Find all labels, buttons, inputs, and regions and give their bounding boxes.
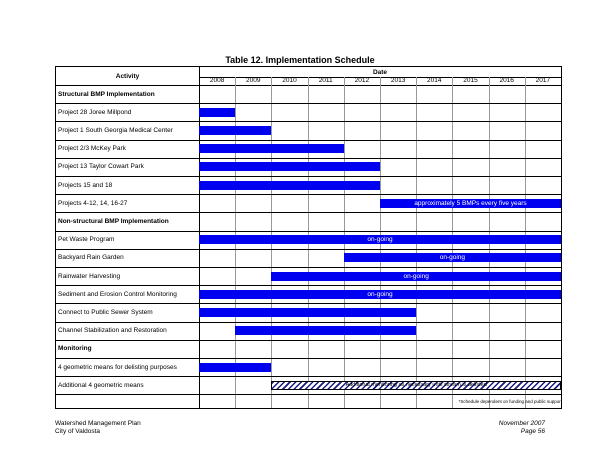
row-divider	[56, 103, 561, 104]
schedule-bar	[235, 326, 416, 335]
year-header: 2010	[282, 77, 297, 84]
row-divider	[56, 121, 561, 122]
year-header: 2014	[427, 77, 442, 84]
year-header: 2017	[535, 77, 551, 84]
activity-label: Connect to Public Sewer System	[58, 309, 153, 316]
bar-label: on-going	[367, 236, 393, 244]
schedule-bar	[199, 181, 380, 190]
year-header: 2011	[318, 77, 333, 84]
activity-label: Channel Stabilization and Restoration	[58, 327, 167, 335]
row-divider	[56, 394, 561, 395]
activity-label: Project 1 South Georgia Medical Center	[58, 127, 173, 134]
bar-label: on-going	[403, 272, 429, 280]
activity-label: Projects 4-12, 14, 16-27	[58, 199, 128, 207]
year-header: 2013	[390, 77, 406, 84]
hatched-schedule-bar	[271, 381, 561, 390]
table-title: Table 12. Implementation Schedule	[225, 55, 375, 65]
schedule-bar	[199, 308, 416, 317]
activity-label: 4 geometric means for delisting purposes	[58, 363, 177, 371]
schedule-bar	[199, 363, 271, 372]
row-divider	[56, 176, 561, 177]
year-header: 2009	[246, 77, 261, 84]
footnote: *Schedule dependent on funding and public support	[458, 399, 562, 404]
year-header: 2008	[209, 77, 225, 84]
year-header: 2012	[354, 77, 370, 84]
activity-label: Pet Waste Program	[58, 236, 115, 244]
footer-plan-name: Watershed Management Plan	[55, 420, 141, 427]
row-divider	[56, 231, 561, 232]
schedule-bar	[271, 272, 561, 281]
footer-city: City of Valdosta	[55, 428, 101, 435]
row-divider	[56, 322, 561, 323]
activity-label: Rainwater Harvesting	[58, 272, 121, 280]
row-divider	[56, 285, 561, 286]
row-divider	[56, 376, 561, 377]
bar-label: approximately 5 BMPs every five years	[414, 199, 527, 207]
schedule-bar	[199, 162, 380, 171]
activity-label: Project 13 Taylor Cowart Park	[58, 163, 144, 171]
schedule-bar	[199, 290, 561, 299]
schedule-bar	[380, 199, 561, 208]
schedule-bar	[199, 235, 561, 244]
activity-label: Backyard Rain Garden	[58, 254, 124, 262]
schedule-bar	[344, 253, 561, 262]
date-header: Date	[372, 68, 388, 76]
schedule-bar	[199, 108, 235, 117]
row-divider	[56, 212, 561, 213]
schedule-bar	[199, 126, 271, 135]
bar-label: on-going	[439, 254, 466, 262]
footer-right	[499, 420, 545, 436]
schedule-bar	[199, 144, 344, 153]
row-divider	[56, 303, 561, 304]
activity-label: Project 2/3 McKey Park	[58, 145, 126, 153]
activity-label: Sediment and Erosion Control Monitoring	[58, 290, 177, 298]
activity-label: Project 28 Joree Millpond	[58, 108, 132, 116]
row-divider	[56, 249, 561, 250]
section-heading: Monitoring	[58, 345, 92, 353]
row-divider	[56, 340, 561, 341]
footer-page: Page 56	[520, 428, 545, 435]
bar-label: on-going	[367, 290, 393, 298]
section-heading: Structural BMP Implementation	[58, 90, 155, 98]
year-header: 2016	[499, 77, 514, 84]
implementation-schedule-table	[55, 66, 562, 409]
footer-date: November 2007	[498, 420, 545, 427]
footer-left	[55, 420, 141, 436]
row-divider	[56, 358, 561, 359]
section-heading: Non-structural BMP Implementation	[58, 218, 169, 225]
activity-header: Activity	[115, 72, 140, 80]
year-header: 2015	[463, 77, 478, 84]
row-divider	[56, 140, 561, 141]
activity-label: Additional 4 geometric means	[58, 381, 144, 389]
row-divider	[56, 194, 561, 195]
activity-label: Projects 15 and 18	[58, 181, 113, 189]
bar-label: Additional monitoring as necessary until stream is delisted	[345, 381, 487, 388]
row-divider	[56, 267, 561, 268]
row-divider	[56, 158, 561, 159]
